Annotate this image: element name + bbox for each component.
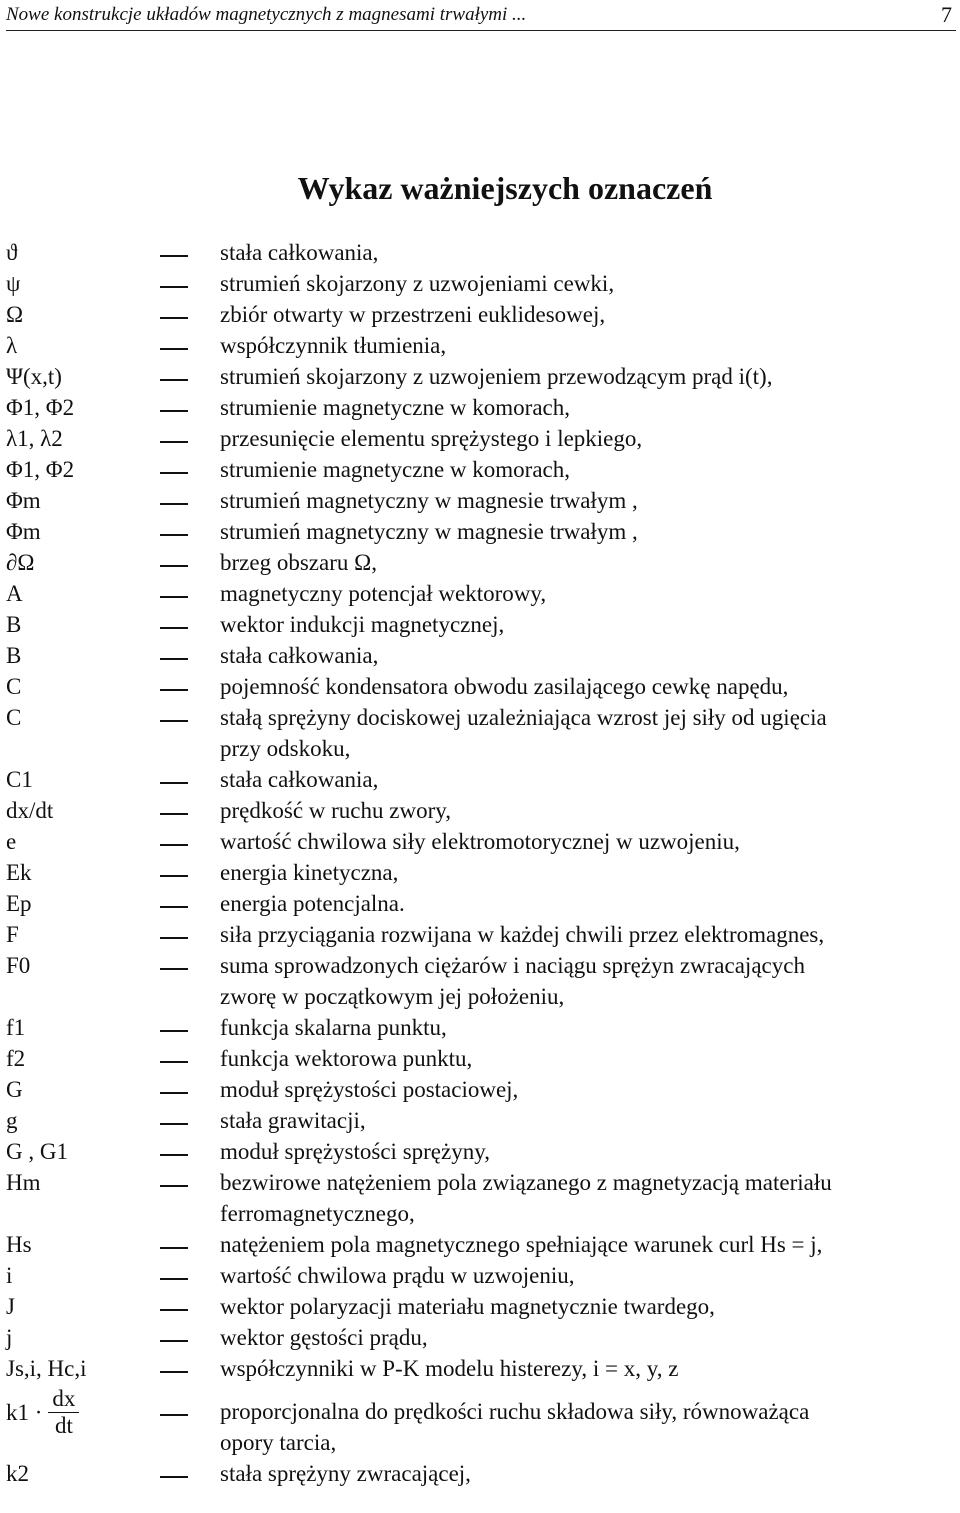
list-item <box>0 826 960 857</box>
description <box>220 857 948 888</box>
dash-separator <box>160 937 188 939</box>
list-item <box>0 485 960 516</box>
description <box>220 578 948 609</box>
symbol: G <box>6 1077 23 1102</box>
description <box>220 1260 948 1291</box>
fraction <box>48 1386 79 1439</box>
dash-separator <box>160 658 188 660</box>
description-text: bezwirowe natężeniem pola związanego z magnetyzacją materiału <box>220 1170 832 1195</box>
description <box>220 361 948 392</box>
list-item <box>0 1458 960 1489</box>
description <box>220 888 948 919</box>
description <box>220 1167 948 1229</box>
description-text: moduł sprężystości postaciowej, <box>220 1077 519 1102</box>
description <box>220 1229 948 1260</box>
symbol <box>6 1386 79 1439</box>
symbol: C <box>6 674 22 699</box>
list-item <box>0 702 960 764</box>
symbol: Ψ(x,t) <box>6 364 62 389</box>
list-item <box>0 1260 960 1291</box>
description <box>220 950 948 1012</box>
symbol: Hm <box>6 1170 41 1195</box>
list-item <box>0 392 960 423</box>
list-item <box>0 1291 960 1322</box>
description-text: funkcja wektorowa punktu, <box>220 1046 473 1071</box>
list-item <box>0 919 960 950</box>
dash-separator <box>160 348 188 350</box>
dash-separator <box>160 844 188 846</box>
dash-separator <box>160 1340 188 1342</box>
list-item <box>0 330 960 361</box>
dash-separator <box>160 782 188 784</box>
description <box>220 299 948 330</box>
description-text: wartość chwilowa siły elektromotorycznej w uzwojeniu, <box>220 829 740 854</box>
description-continuation: zworę w początkowym jej położeniu, <box>220 984 565 1009</box>
description <box>220 330 948 361</box>
description <box>220 1291 948 1322</box>
description <box>220 423 948 454</box>
description <box>220 919 948 950</box>
dash-separator <box>160 472 188 474</box>
list-item <box>0 268 960 299</box>
dash-separator <box>160 410 188 412</box>
dash-separator <box>160 1278 188 1280</box>
dash-separator <box>160 255 188 257</box>
symbol: λ <box>6 333 18 358</box>
page-number: 7 <box>941 2 952 27</box>
symbol: Hs <box>6 1232 32 1257</box>
description-text: funkcja skalarna punktu, <box>220 1015 447 1040</box>
dash-separator <box>160 317 188 319</box>
symbol: Φ1, Φ2 <box>6 395 75 420</box>
description-text: stała grawitacji, <box>220 1108 366 1133</box>
description <box>220 1136 948 1167</box>
description <box>220 485 948 516</box>
description-text: suma sprowadzonych ciężarów i naciągu sprężyn zwracających <box>220 953 805 978</box>
symbol: λ1, λ2 <box>6 426 63 451</box>
header-title: Nowe konstrukcje układów magnetycznych z magnesami trwałymi ... <box>6 4 527 25</box>
description-continuation: przy odskoku, <box>220 736 351 761</box>
list-item <box>0 888 960 919</box>
list-item <box>0 1043 960 1074</box>
symbol: e <box>6 829 17 854</box>
dash-separator <box>160 1061 188 1063</box>
dash-separator <box>160 968 188 970</box>
description-text: strumień magnetyczny w magnesie trwałym , <box>220 488 638 513</box>
description-text: przesunięcie elementu sprężystego i lepkiego, <box>220 426 643 451</box>
description-text: strumień skojarzony z uzwojeniami cewki, <box>220 271 615 296</box>
description <box>220 1353 948 1384</box>
dash-separator <box>160 379 188 381</box>
description-text: strumień magnetyczny w magnesie trwałym , <box>220 519 638 544</box>
list-item <box>0 547 960 578</box>
symbol: ψ <box>6 271 21 296</box>
list-item <box>0 764 960 795</box>
list-item <box>0 299 960 330</box>
description <box>220 268 948 299</box>
symbol: F <box>6 922 19 947</box>
dash-separator <box>160 906 188 908</box>
description-text: energia potencjalna. <box>220 891 405 916</box>
description-text: wektor polaryzacji materiału magnetycznie twardego, <box>220 1294 715 1319</box>
dash-separator <box>160 1123 188 1125</box>
dash-separator <box>160 534 188 536</box>
dash-separator <box>160 1030 188 1032</box>
description-text: zbiór otwarty w przestrzeni euklidesowej, <box>220 302 606 327</box>
description <box>220 392 948 423</box>
symbol: B <box>6 643 22 668</box>
list-item <box>0 1136 960 1167</box>
dash-separator <box>160 565 188 567</box>
symbol: Ep <box>6 891 32 916</box>
list-item <box>0 361 960 392</box>
dash-separator <box>160 627 188 629</box>
dash-separator <box>160 1185 188 1187</box>
symbol: Φm <box>6 519 41 544</box>
list-item <box>0 237 960 268</box>
symbol: Js,i, Hc,i <box>6 1356 87 1381</box>
description-continuation: opory tarcia, <box>220 1430 337 1455</box>
symbol: g <box>6 1108 18 1133</box>
symbol: Φm <box>6 488 41 513</box>
description-text: prędkość w ruchu zwory, <box>220 798 451 823</box>
list-item <box>0 1229 960 1260</box>
running-header <box>6 0 956 31</box>
list-item <box>0 1074 960 1105</box>
list-item <box>0 857 960 888</box>
list-item <box>0 1012 960 1043</box>
description-text: stała całkowania, <box>220 643 379 668</box>
description <box>220 1043 948 1074</box>
list-item <box>0 578 960 609</box>
symbol: B <box>6 612 22 637</box>
dash-separator <box>160 1309 188 1311</box>
symbol: A <box>6 581 23 606</box>
description-text: strumienie magnetyczne w komorach, <box>220 457 570 482</box>
description <box>220 795 948 826</box>
description-text: stała całkowania, <box>220 240 379 265</box>
symbol: F0 <box>6 953 31 978</box>
dash-separator <box>160 813 188 815</box>
dash-separator <box>160 689 188 691</box>
description <box>220 547 948 578</box>
list-item <box>0 640 960 671</box>
dash-separator <box>160 1154 188 1156</box>
list-item <box>0 516 960 547</box>
symbol: ∂Ω <box>6 550 35 575</box>
symbol-list <box>0 237 960 1489</box>
description-text: brzeg obszaru Ω, <box>220 550 377 575</box>
symbol: k2 <box>6 1461 29 1486</box>
description-text: współczynniki w P-K modelu histerezy, i = x, y, z <box>220 1356 679 1381</box>
symbol: f1 <box>6 1015 26 1040</box>
dash-separator <box>160 503 188 505</box>
symbol: dx/dt <box>6 798 54 823</box>
section-title: Wykaz ważniejszych oznaczeń <box>297 170 713 206</box>
symbol: Ω <box>6 302 24 327</box>
description-text: stała całkowania, <box>220 767 379 792</box>
symbol: f2 <box>6 1046 26 1071</box>
dash-separator <box>160 1092 188 1094</box>
description <box>220 454 948 485</box>
description <box>220 1458 948 1489</box>
symbol-prefix: k1 · <box>6 1399 43 1425</box>
description <box>220 640 948 671</box>
symbol: C <box>6 705 22 730</box>
dash-separator <box>160 1247 188 1249</box>
symbol: ϑ <box>6 240 18 265</box>
symbol: i <box>6 1263 13 1288</box>
description-text: magnetyczny potencjał wektorowy, <box>220 581 547 606</box>
symbol: Ek <box>6 860 32 885</box>
list-item <box>0 609 960 640</box>
description-text: stałą sprężyny dociskowej uzależniająca wzrost jej siły od ugięcia <box>220 705 827 730</box>
description-text: strumień skojarzony z uzwojeniem przewodzącym prąd i(t), <box>220 364 773 389</box>
list-item <box>0 1384 960 1458</box>
fraction-denominator: dt <box>54 1413 73 1438</box>
description-text: siła przyciągania rozwijana w każdej chwili przez elektromagnes, <box>220 922 825 947</box>
list-item <box>0 1167 960 1229</box>
description <box>220 702 948 764</box>
description-text: stała sprężyny zwracającej, <box>220 1461 471 1486</box>
description-text: proporcjonalna do prędkości ruchu składowa siły, równoważąca <box>220 1399 810 1424</box>
description-text: energia kinetyczna, <box>220 860 399 885</box>
description <box>220 1105 948 1136</box>
symbol: J <box>6 1294 15 1319</box>
list-item <box>0 795 960 826</box>
description <box>220 1322 948 1353</box>
description <box>220 671 948 702</box>
symbol: Φ1, Φ2 <box>6 457 75 482</box>
list-item <box>0 454 960 485</box>
description <box>220 1074 948 1105</box>
dash-separator <box>160 1414 188 1416</box>
description-text: współczynnik tłumienia, <box>220 333 447 358</box>
description-continuation: ferromagnetycznego, <box>220 1201 415 1226</box>
description-text: wektor indukcji magnetycznej, <box>220 612 505 637</box>
list-item <box>0 1105 960 1136</box>
dash-separator <box>160 286 188 288</box>
description-text: wartość chwilowa prądu w uzwojeniu, <box>220 1263 575 1288</box>
description <box>220 764 948 795</box>
description-text: strumienie magnetyczne w komorach, <box>220 395 570 420</box>
dash-separator <box>160 875 188 877</box>
dash-separator <box>160 1371 188 1373</box>
description-text: wektor gęstości prądu, <box>220 1325 428 1350</box>
list-item <box>0 950 960 1012</box>
list-item <box>0 1322 960 1353</box>
description <box>220 609 948 640</box>
dash-separator <box>160 441 188 443</box>
list-item <box>0 1353 960 1384</box>
symbol: j <box>6 1325 13 1350</box>
description <box>220 1384 948 1458</box>
description <box>220 516 948 547</box>
description-text: moduł sprężystości sprężyny, <box>220 1139 490 1164</box>
symbol: C1 <box>6 767 33 792</box>
fraction-numerator: dx <box>52 1386 76 1411</box>
dash-separator <box>160 596 188 598</box>
description-text: pojemność kondensatora obwodu zasilającego cewkę napędu, <box>220 674 789 699</box>
dash-separator <box>160 720 188 722</box>
description-text: natężeniem pola magnetycznego spełniające warunek curl Hs = j, <box>220 1232 823 1257</box>
description <box>220 826 948 857</box>
dash-separator <box>160 1476 188 1478</box>
description <box>220 1012 948 1043</box>
symbol: G , G1 <box>6 1139 68 1164</box>
list-item <box>0 423 960 454</box>
description <box>220 237 948 268</box>
list-item <box>0 671 960 702</box>
